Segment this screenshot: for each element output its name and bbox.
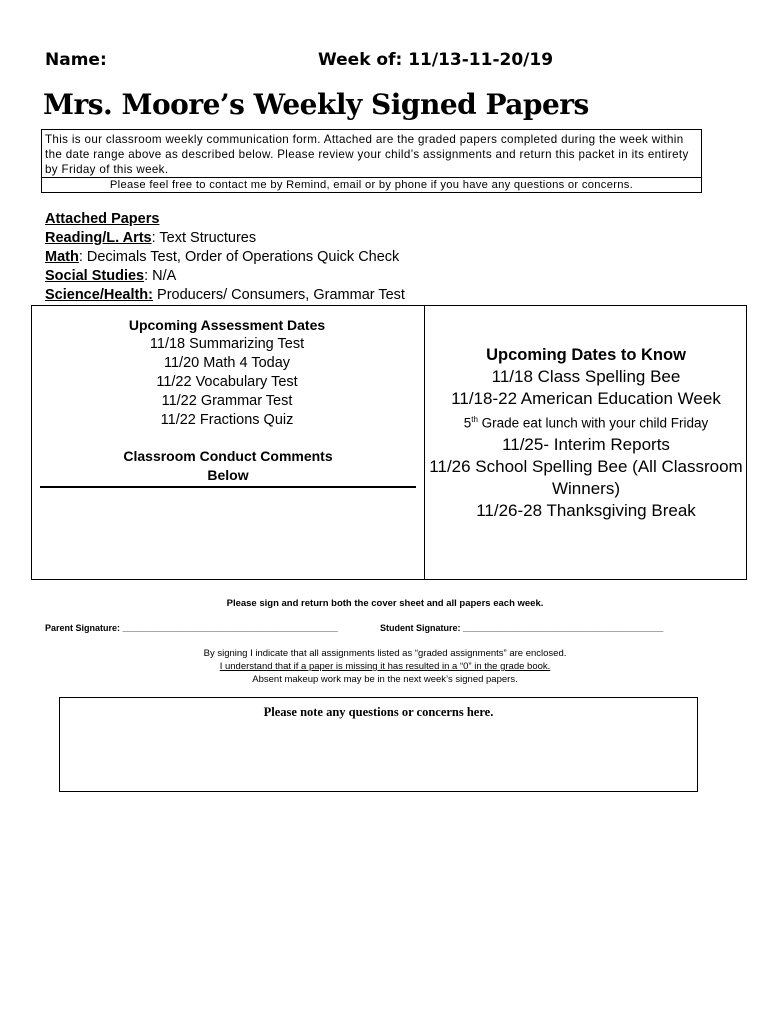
date-item: 11/18-22 American Education Week: [451, 389, 721, 408]
attached-reading: Reading/L. Arts: Text Structures: [45, 230, 257, 246]
intro-contact: Please feel free to contact me by Remind, email or by phone if you have any questions or concerns.: [109, 179, 634, 191]
fine-print-3: Absent makeup work may be in the next week’s signed papers.: [252, 674, 518, 685]
assessment-heading: Upcoming Assessment Dates: [128, 317, 326, 333]
questions-label: Please note any questions or concerns here.: [263, 705, 494, 719]
intro-box: [41, 129, 702, 193]
date-item: 11/18 Class Spelling Bee: [491, 367, 681, 386]
info-grid: [31, 305, 747, 580]
conduct-heading: Classroom Conduct Comments Below: [123, 448, 333, 483]
week-of-label: Week of: 11/13-11-20/19: [318, 50, 554, 70]
dates-heading: Upcoming Dates to Know: [486, 346, 686, 364]
assessment-dates: [112, 316, 342, 430]
assessment-item: 11/22 Fractions Quiz: [160, 412, 294, 428]
attached-math: Math: Decimals Test, Order of Operations Quick Check: [45, 249, 400, 265]
attached-social-studies: Social Studies: N/A: [45, 268, 177, 284]
name-label: Name:: [45, 50, 107, 70]
date-item: 5th Grade eat lunch with your child Friday: [463, 415, 709, 431]
intro-divider: [42, 177, 701, 178]
assessment-item: 11/22 Vocabulary Test: [156, 374, 298, 390]
questions-box[interactable]: [59, 697, 698, 792]
parent-signature: Parent Signature: ___________________________________________: [45, 623, 338, 633]
intro-paragraph: This is our classroom weekly communication form. Attached are the graded papers completed during the week within the date range above as described below. Please review your child’s assignments and return this packet in its entirety by Friday of this week.: [45, 133, 689, 176]
fine-print-2: I understand that if a paper is missing it has resulted in a “0” in the grade book.: [219, 661, 551, 672]
fine-print-1: By signing I indicate that all assignments listed as “graded assignments” are enclosed.: [203, 648, 567, 659]
assessment-item: 11/20 Math 4 Today: [163, 355, 291, 371]
date-item: 11/26 School Spelling Bee (All Classroom Winners): [429, 456, 743, 498]
attached-papers: [45, 210, 405, 305]
date-item: 11/26-28 Thanksgiving Break: [476, 500, 696, 520]
student-signature: Student Signature: ________________________________________: [380, 623, 664, 633]
upcoming-dates: [426, 344, 746, 522]
attached-heading: Attached Papers: [45, 211, 160, 227]
grid-divider: [424, 306, 425, 579]
assessment-item: 11/22 Grammar Test: [161, 393, 293, 409]
date-item: 11/25- Interim Reports: [502, 434, 670, 454]
attached-science: Science/Health: Producers/ Consumers, Grammar Test: [45, 287, 405, 303]
assessment-item: 11/18 Summarizing Test: [149, 336, 305, 352]
return-note: Please sign and return both the cover sheet and all papers each week.: [226, 598, 544, 609]
conduct-divider: [40, 486, 416, 488]
page-title: Mrs. Moore’s Weekly Signed Papers: [43, 88, 589, 121]
